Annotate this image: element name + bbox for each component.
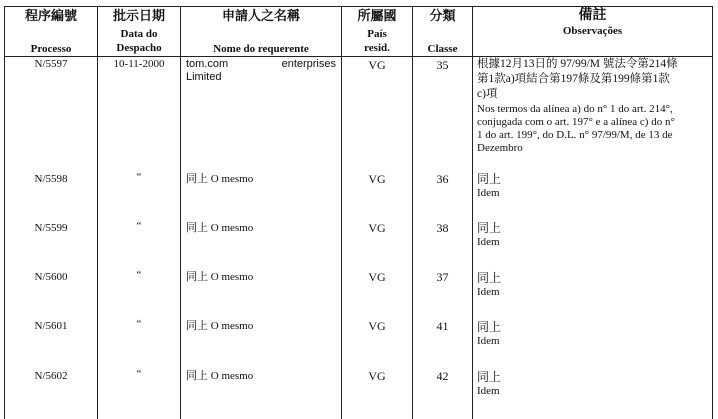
col-divider-2 (180, 6, 181, 419)
header-data-pt-1: Data do (120, 28, 158, 40)
header-processo-pt: Processo (30, 43, 72, 55)
header-obs-zh: 備註 (578, 8, 607, 23)
header-processo-zh: 程序編號 (24, 8, 77, 23)
row4-obs (477, 270, 710, 299)
row5-nome: 同上 O mesmo (186, 320, 254, 332)
row4-nome: 同上 O mesmo (186, 271, 254, 283)
row2-obs (477, 171, 710, 200)
row6-pais: VG (368, 369, 386, 383)
row1-obs-zh-3: c)項 (477, 88, 498, 100)
row4-classe: 37 (436, 270, 449, 284)
header-pais-zh: 所屬國 (357, 8, 397, 23)
row3-nome: 同上 O mesmo (186, 222, 254, 234)
header-nome-pt: Nome do requerente (213, 43, 309, 55)
row4-obs-pt: Idem (477, 286, 500, 298)
row1-classe: 35 (436, 58, 449, 72)
row2-pais: VG (368, 172, 386, 186)
row3-pais: VG (368, 221, 386, 235)
header-data-pt-2: Despacho (116, 42, 162, 54)
row6-processo: N/5602 (34, 370, 68, 382)
header-classe-pt: Classe (427, 43, 458, 55)
row5-obs-zh: 同上 (477, 320, 502, 334)
header-pais (342, 8, 412, 56)
row3-obs (477, 220, 710, 249)
row5-processo: N/5601 (34, 320, 68, 332)
row1-nome-word1: tom.com (186, 58, 229, 70)
row5-obs-pt: Idem (477, 335, 500, 347)
row4-processo: N/5600 (34, 271, 68, 283)
row2-data: “ (136, 171, 142, 183)
header-classe (413, 8, 472, 56)
row1-nome-line2: Limited (186, 71, 222, 83)
header-data (98, 8, 180, 56)
row1-obs-zh-2: 第1款a)項結合第197條及第199條第1款 (477, 73, 670, 85)
row6-obs-pt: Idem (477, 385, 500, 397)
row3-processo: N/5599 (34, 222, 68, 234)
row5-classe: 41 (436, 319, 449, 333)
row2-obs-pt: Idem (477, 187, 500, 199)
header-data-zh: 批示日期 (112, 8, 165, 23)
row2-processo: N/5598 (34, 173, 68, 185)
row5-pais: VG (368, 319, 386, 333)
header-pais-pt-2: resid. (364, 42, 390, 54)
row6-classe: 42 (436, 369, 449, 383)
row1-obs-pt-2: conjugada com o art. 197° e a alínea c) do n° (477, 116, 675, 128)
row6-data: “ (136, 368, 142, 380)
header-obs-pt: Observações (562, 25, 623, 37)
row6-obs (477, 369, 710, 398)
row3-data: “ (136, 220, 142, 232)
header-nome (181, 8, 341, 56)
row1-obs (477, 57, 710, 155)
row3-classe: 38 (436, 221, 449, 235)
row1-nome-word2: enterprises (281, 58, 336, 70)
row1-data: 10-11-2000 (113, 58, 165, 70)
header-obs (473, 6, 712, 56)
header-nome-zh: 申請人之名稱 (221, 8, 300, 23)
row4-pais: VG (368, 270, 386, 284)
col-divider-5 (472, 6, 473, 419)
row6-obs-zh: 同上 (477, 370, 502, 384)
row2-classe: 36 (436, 172, 449, 186)
row1-obs-zh-1: 根據12月13日的 97/99/M 號法令第214條 (477, 58, 678, 70)
row3-obs-zh: 同上 (477, 221, 502, 235)
row1-obs-pt-1: Nos termos da alínea a) do n° 1 do art. 214°, (477, 103, 673, 115)
row1-nome (186, 58, 336, 84)
header-pais-pt-1: País (367, 28, 387, 40)
row2-obs-zh: 同上 (477, 172, 502, 186)
row6-nome: 同上 O mesmo (186, 370, 254, 382)
row5-obs (477, 319, 710, 348)
row1-pais: VG (368, 58, 386, 72)
row5-data: “ (136, 318, 142, 330)
row3-obs-pt: Idem (477, 236, 500, 248)
col-divider-6 (712, 6, 713, 419)
row1-nome-line1 (186, 58, 336, 71)
row4-obs-zh: 同上 (477, 271, 502, 285)
row2-nome: 同上 O mesmo (186, 173, 254, 185)
row1-obs-pt-3: 1 do art. 199°, do D.L. n° 97/99/M, de 13 de (477, 129, 673, 141)
row4-data: “ (136, 269, 142, 281)
row1-obs-pt-4: Dezembro (477, 142, 523, 154)
header-processo (5, 8, 97, 56)
header-classe-zh: 分類 (429, 8, 456, 23)
row1-processo: N/5597 (34, 58, 68, 70)
